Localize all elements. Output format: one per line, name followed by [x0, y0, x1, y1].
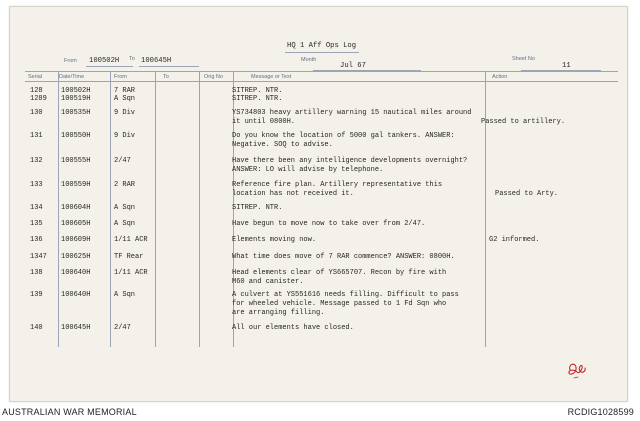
- sheet-no-value: 11: [562, 62, 571, 70]
- row-action: G2 informed.: [489, 236, 540, 244]
- row-message-line: Do you know the location of 5000 gal tankers. ANSWER:: [232, 132, 455, 140]
- from-underline: [86, 66, 133, 67]
- row-action: Passed to Arty.: [495, 190, 559, 199]
- row-datetime: 100502H: [61, 87, 91, 95]
- to-value: 100645H: [141, 57, 172, 65]
- row-from: A Sqn: [114, 291, 136, 299]
- month-value: Jul 67: [340, 62, 366, 70]
- row-serial: 133: [30, 181, 43, 189]
- column-divider: [110, 71, 111, 347]
- row-message-line: Head elements clear of YS665707. Recon by fire with: [232, 269, 447, 277]
- row-serial: 1347: [30, 253, 47, 261]
- column-header: From: [114, 74, 127, 80]
- row-message-line: A culvert at YS551616 needs filling. Difficult to pass: [232, 291, 459, 299]
- row-message-line: for wheeled vehicle. Message passed to 1 Fd Sqn who: [232, 300, 447, 309]
- to-label: To: [129, 56, 135, 62]
- month-label: Month: [301, 57, 317, 63]
- table-header-rule: [25, 81, 618, 82]
- sheet-no-label: Sheet No: [512, 56, 535, 62]
- row-from: 2/47: [114, 157, 131, 165]
- column-header: To: [163, 74, 169, 80]
- row-from: A Sqn: [114, 220, 136, 228]
- column-divider: [155, 71, 156, 347]
- handwritten-initials: [565, 358, 589, 380]
- row-datetime: 100550H: [61, 132, 91, 140]
- row-datetime: 100645H: [61, 324, 91, 332]
- row-datetime: 100535H: [61, 109, 91, 117]
- row-message-line: location has not received it.: [232, 190, 354, 199]
- table-top-rule: [25, 71, 618, 72]
- archive-label: AUSTRALIAN WAR MEMORIAL: [2, 407, 137, 417]
- row-message-line: it until 0800H.: [232, 118, 296, 127]
- row-from: A Sqn: [114, 204, 136, 212]
- row-message-line: SITREP. NTR.: [232, 87, 283, 95]
- row-datetime: 100605H: [61, 220, 91, 228]
- row-datetime: 100604H: [61, 204, 91, 212]
- row-serial: 139: [30, 291, 43, 299]
- row-message-line: SITREP. NTR.: [232, 95, 283, 103]
- column-divider: [58, 71, 59, 347]
- row-datetime: 100640H: [61, 269, 91, 277]
- row-serial: 136: [30, 236, 43, 244]
- row-from: A Sqn: [114, 95, 136, 103]
- row-serial: 135: [30, 220, 43, 228]
- row-serial: 1289: [30, 95, 47, 103]
- row-message-line: All our elements have closed.: [232, 324, 354, 332]
- row-message-line: Negative. SOQ to advise.: [232, 141, 333, 150]
- column-header: Serial: [28, 74, 43, 80]
- row-datetime: 100555H: [61, 157, 91, 165]
- row-message-line: SITREP. NTR.: [232, 204, 283, 212]
- column-divider: [199, 71, 200, 347]
- row-message-line: Have begun to move now to take over from 2/47.: [232, 220, 426, 228]
- row-from: 2/47: [114, 324, 131, 332]
- row-message-line: Elements moving now.: [232, 236, 317, 244]
- row-message-line: YS734803 heavy artillery warning 15 nautical miles around: [232, 109, 472, 117]
- column-header: Date/Time: [59, 74, 85, 80]
- row-from: 1/11 ACR: [114, 236, 148, 244]
- row-datetime: 100640H: [61, 291, 91, 299]
- row-from: 7 RAR: [114, 87, 136, 95]
- row-message-line: are arranging filling.: [232, 309, 325, 318]
- row-serial: 138: [30, 269, 43, 277]
- row-from: 9 Div: [114, 132, 136, 140]
- column-divider: [485, 71, 486, 347]
- column-header: Orig No: [204, 74, 223, 80]
- row-from: 2 RAR: [114, 181, 136, 189]
- row-message-line: ANSWER: LO will advise by telephone.: [232, 166, 384, 175]
- record-id-label: RCDIG1028599: [567, 407, 634, 417]
- row-datetime: 100625H: [61, 253, 91, 261]
- row-message-line: What time does move of 7 RAR commence? ANSWER: 0800H.: [232, 253, 455, 261]
- log-sheet: [9, 6, 628, 402]
- row-datetime: 100609H: [61, 236, 91, 244]
- log-title: HQ 1 Aff Ops Log: [287, 42, 357, 50]
- column-header: Action: [492, 74, 508, 80]
- row-datetime: 100519H: [61, 95, 91, 103]
- row-serial: 130: [30, 109, 43, 117]
- row-action: Passed to artillery.: [481, 118, 566, 127]
- row-datetime: 100559H: [61, 181, 91, 189]
- column-header: Message or Text: [251, 74, 292, 80]
- row-message-line: M60 and canister.: [232, 278, 304, 287]
- row-from: 9 Div: [114, 109, 136, 117]
- row-from: 1/11 ACR: [114, 269, 148, 277]
- row-serial: 131: [30, 132, 43, 140]
- row-serial: 140: [30, 324, 43, 332]
- row-serial: 128: [30, 87, 43, 95]
- row-from: TF Rear: [114, 253, 144, 261]
- title-underline: [285, 52, 359, 53]
- row-message-line: Have there been any intelligence developments overnight?: [232, 157, 468, 165]
- from-value: 100502H: [89, 57, 120, 65]
- row-serial: 134: [30, 204, 43, 212]
- row-serial: 132: [30, 157, 43, 165]
- row-message-line: Reference fire plan. Artillery representative this: [232, 181, 443, 189]
- from-label: From: [64, 58, 77, 64]
- to-underline: [139, 66, 199, 67]
